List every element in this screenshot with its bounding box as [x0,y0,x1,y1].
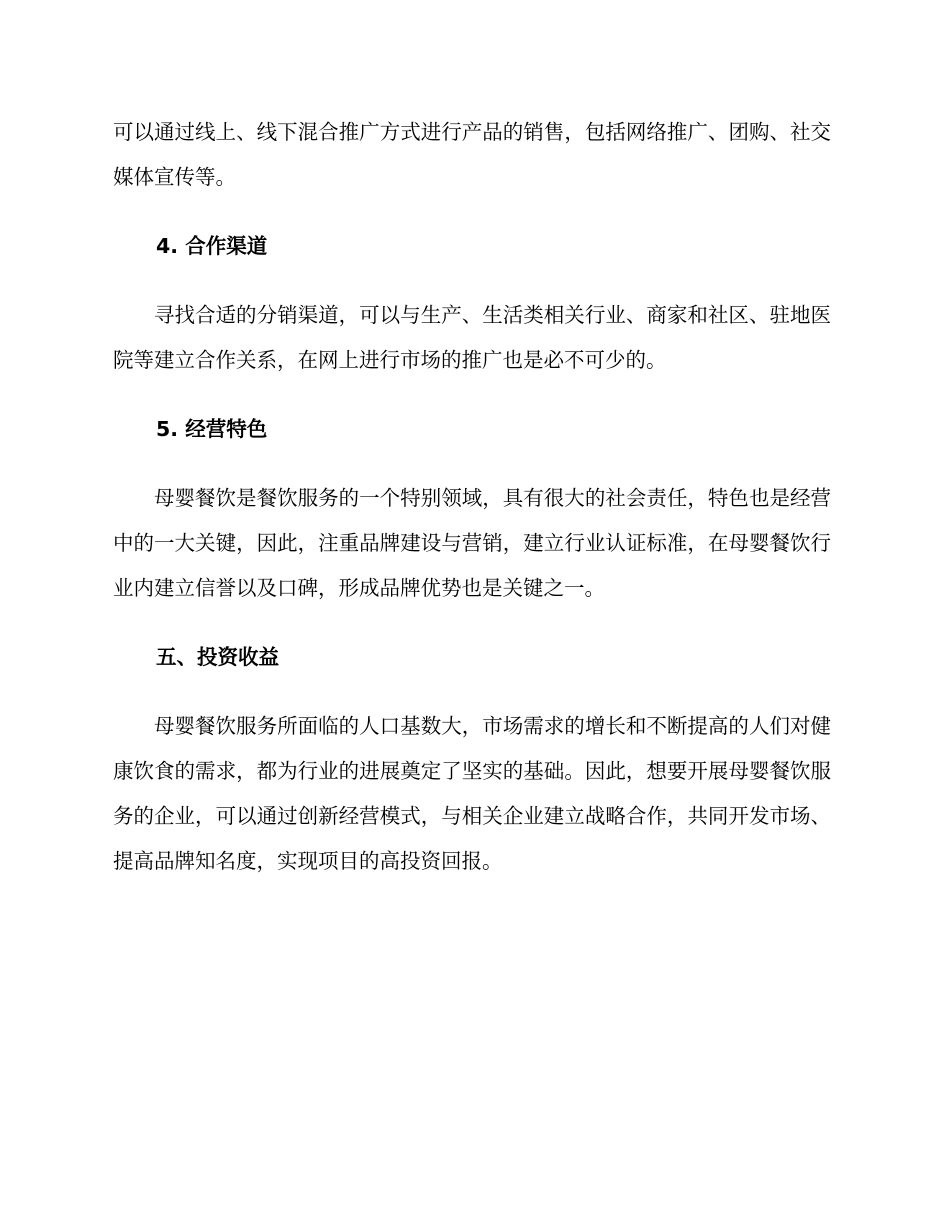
heading-cooperation-channels: 4. 合作渠道 [156,234,268,258]
paragraph-cooperation-channels: 寻找合适的分销渠道，可以与生产、生活类相关行业、商家和社区、驻地医院等建立合作关系，在网上进行市场的推广也是必不可少的。 [113,303,831,372]
document-page [113,110,831,884]
heading-investment-returns: 五、投资收益 [156,645,279,669]
paragraph-investment-returns: 母婴餐饮服务所面临的人口基数大，市场需求的增长和不断提高的人们对健康饮食的需求，都为行业的进展奠定了坚实的基础。因此，想要开展母婴餐饮服务的企业，可以通过创新经营模式，与相关企业建立战略合作，共同开发市场、提高品牌知名度，实现项目的高投资回报。 [113,714,831,873]
paragraph-promotion-methods: 可以通过线上、线下混合推广方式进行产品的销售，包括网络推广、团购、社交媒体宣传等。 [113,120,831,189]
paragraph-business-features: 母婴餐饮是餐饮服务的一个特别领域，具有很大的社会责任，特色也是经营中的一大关键，因此，注重品牌建设与营销，建立行业认证标准，在母婴餐饮行业内建立信誉以及口碑，形成品牌优势也是关键之一。 [113,486,831,600]
heading-business-features: 5. 经营特色 [156,417,268,441]
